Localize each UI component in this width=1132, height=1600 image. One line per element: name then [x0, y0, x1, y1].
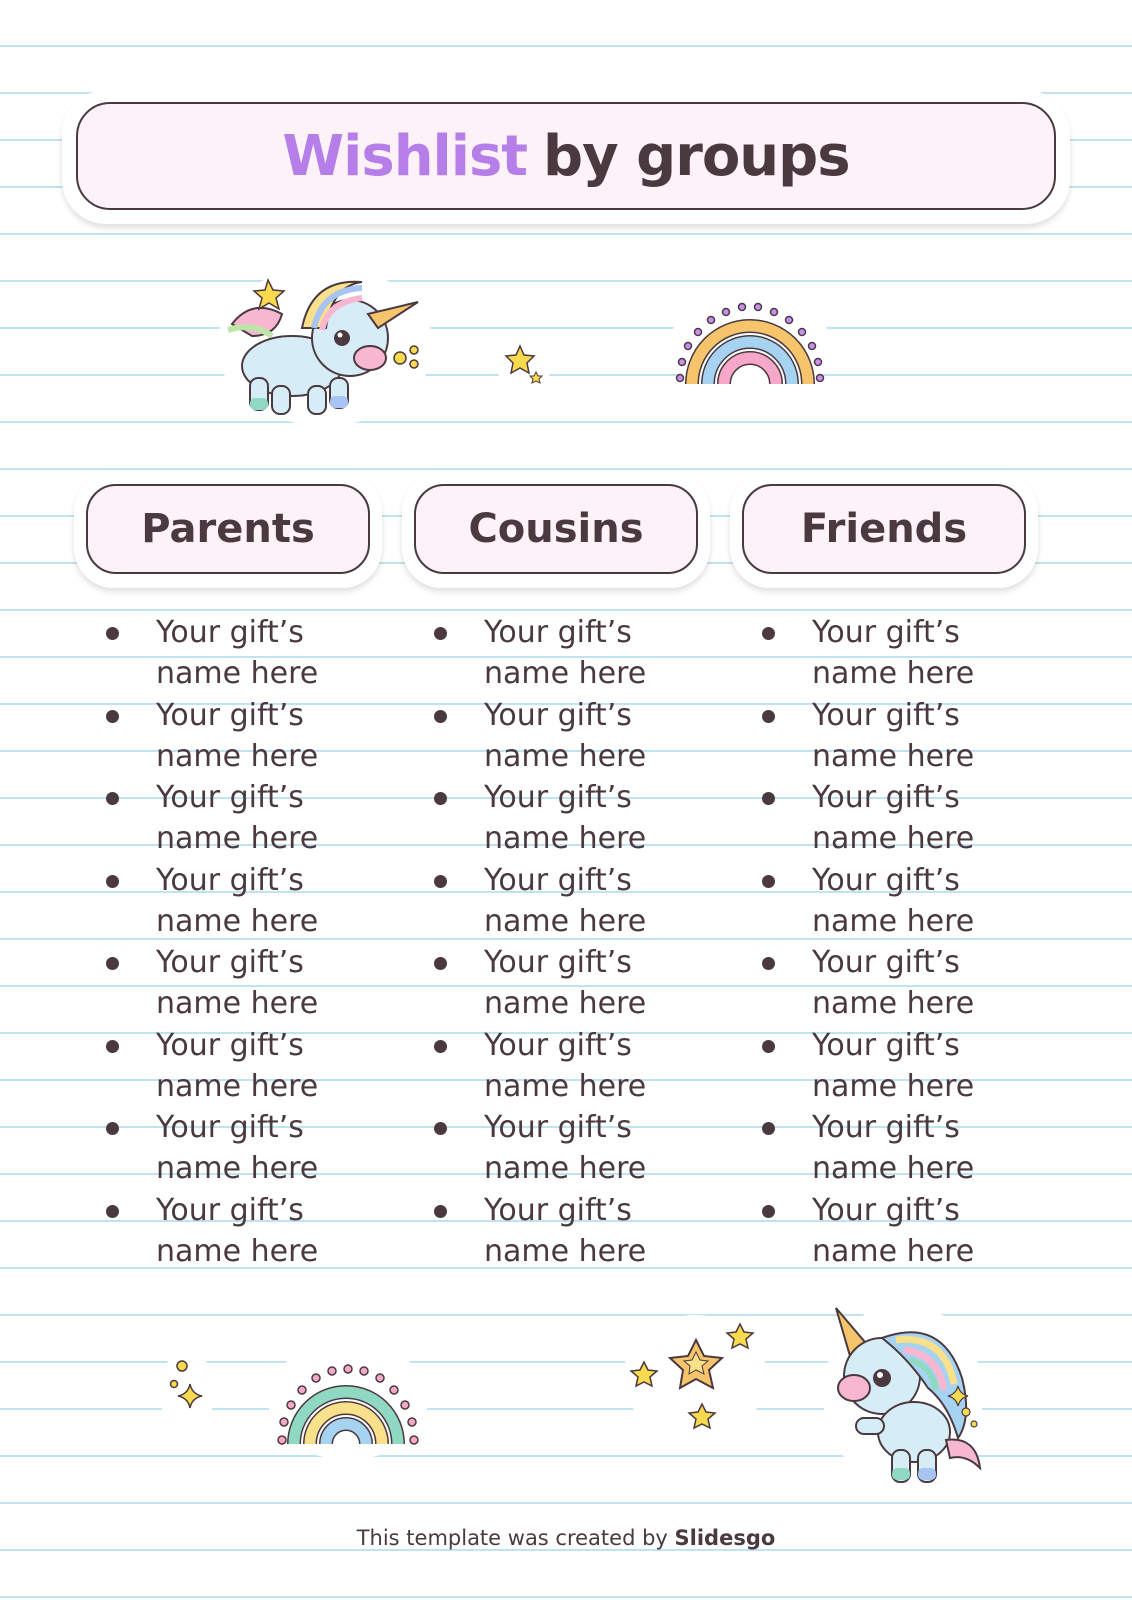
column-heading-cousins: Cousins — [414, 484, 698, 574]
title-rest-words: by groups — [543, 123, 850, 189]
gift-list-parents — [106, 612, 406, 1272]
star-icon — [494, 332, 554, 394]
column-heading-parents: Parents — [86, 484, 370, 574]
column-heading-card-cousins — [402, 472, 710, 588]
unicorn-icon — [210, 258, 440, 430]
list-item: Your gift’s name here — [106, 1107, 406, 1190]
list-item: Your gift’s name here — [434, 860, 734, 943]
gift-list-cousins — [434, 612, 734, 1272]
sparkle-icon — [156, 1350, 218, 1430]
list-item: Your gift’s name here — [434, 1025, 734, 1108]
list-item: Your gift’s name here — [434, 695, 734, 778]
list-item: Your gift’s name here — [106, 942, 406, 1025]
list-item: Your gift’s name here — [762, 1107, 1062, 1190]
title-card — [62, 90, 1070, 224]
footer-text: This template was created by — [356, 1526, 675, 1550]
list-item: Your gift’s name here — [762, 1190, 1062, 1273]
list-item: Your gift’s name here — [106, 1190, 406, 1273]
list-item: Your gift’s name here — [434, 777, 734, 860]
column-heading-friends: Friends — [742, 484, 1026, 574]
list-item: Your gift’s name here — [106, 612, 406, 695]
list-item: Your gift’s name here — [762, 860, 1062, 943]
list-item: Your gift’s name here — [106, 777, 406, 860]
list-item: Your gift’s name here — [762, 612, 1062, 695]
list-item: Your gift’s name here — [762, 777, 1062, 860]
star-icon — [620, 1312, 770, 1442]
list-item: Your gift’s name here — [762, 942, 1062, 1025]
rainbow-icon — [666, 286, 834, 404]
list-item: Your gift’s name here — [434, 1107, 734, 1190]
list-item: Your gift’s name here — [106, 1025, 406, 1108]
list-item: Your gift’s name here — [106, 860, 406, 943]
list-item: Your gift’s name here — [106, 695, 406, 778]
column-heading-card-parents — [74, 472, 382, 588]
list-item: Your gift’s name here — [434, 942, 734, 1025]
title-accent-word: Wishlist — [282, 123, 528, 189]
rainbow-icon — [264, 1336, 432, 1464]
list-item: Your gift’s name here — [434, 1190, 734, 1273]
list-item: Your gift’s name here — [762, 695, 1062, 778]
list-item: Your gift’s name here — [762, 1025, 1062, 1108]
list-item: Your gift’s name here — [434, 612, 734, 695]
page-title — [76, 102, 1056, 210]
column-heading-card-friends — [730, 472, 1038, 588]
footer-brand: Slidesgo — [674, 1526, 776, 1550]
gift-list-friends — [762, 612, 1062, 1272]
footer-credit — [0, 1526, 1132, 1550]
unicorn-icon — [818, 1300, 988, 1490]
